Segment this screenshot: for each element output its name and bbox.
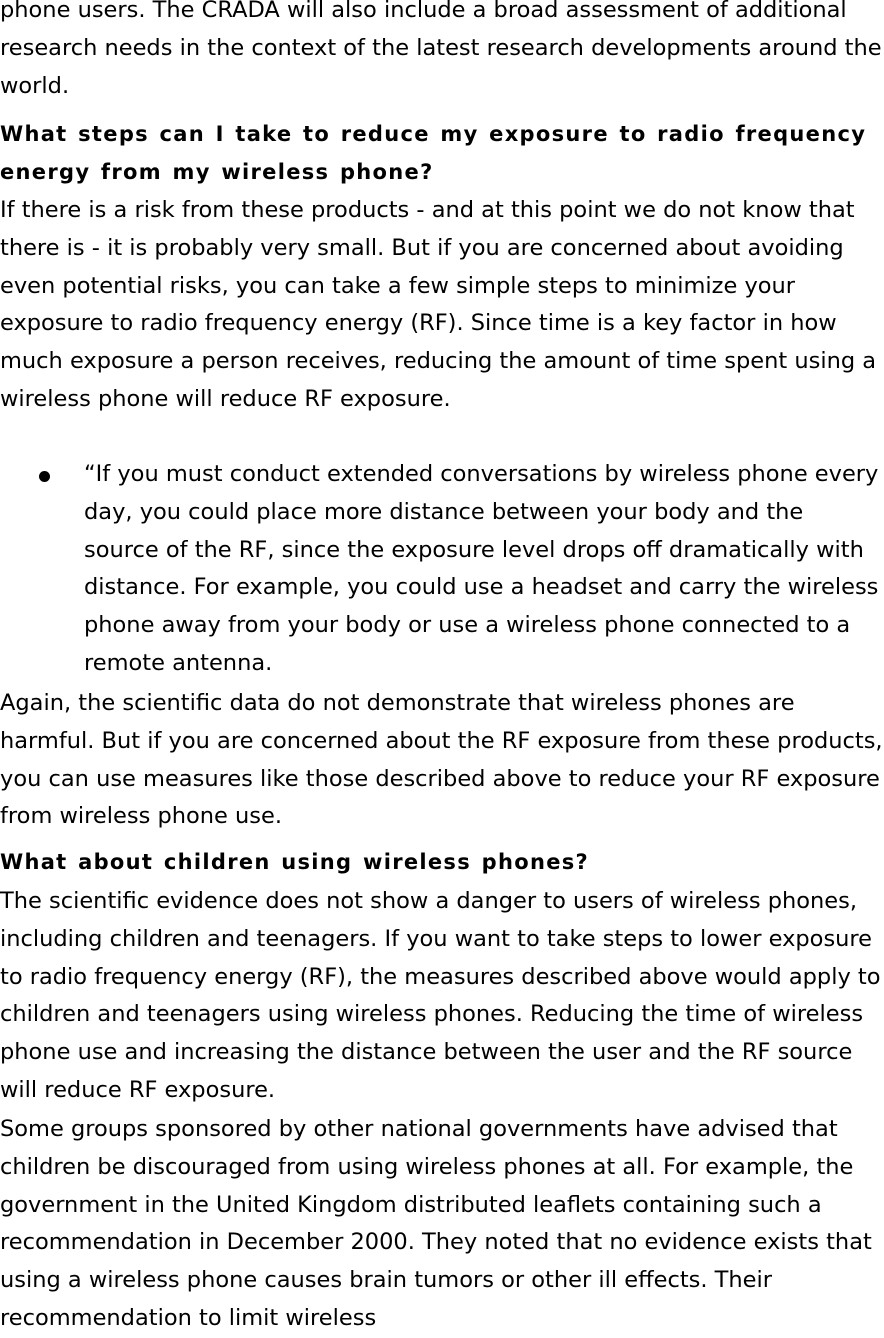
again-paragraph: Again, the scientific data do not demonstrate that wireless phones are harmful. But if you are concerned about the RF exposure from these products, you can use measures like those described above to reduce your RF exposure from wireless phone use. bbox=[0, 690, 883, 830]
bullet-icon bbox=[39, 471, 50, 482]
bullet-item-text: “If you must conduct extended conversations by wireless phone every day, you could place more distance between your body and the source of the RF, since the exposure level drops off dramatically with distance. For example, you could use a headset and carry the wireless phone away from your body or use a wireless phone connected to a remote antenna. bbox=[84, 461, 879, 676]
question-heading-children: What about children using wireless phones? bbox=[0, 850, 590, 874]
intro-paragraph: phone users. The CRADA will also include a broad assessment of additional research needs in the context of the latest research developments around the world. bbox=[0, 0, 882, 99]
question-heading-reduce-exposure: What steps can I take to reduce my exposure to radio frequency energy from my wireless phone? bbox=[0, 122, 867, 184]
answer-paragraph-children: The scientific evidence does not show a danger to users of wireless phones, including children and teenagers. If you want to take steps to lower exposure to radio frequency energy (RF), the measures described above would apply to children and teenagers using wireless phones. Reducing the time of wireless phone use and increasing the distance between the user and the RF source will reduce RF exposure. bbox=[0, 888, 881, 1103]
groups-paragraph: Some groups sponsored by other national governments have advised that children be discouraged from using wireless phones at all. For example, the government in the United Kingdom distributed leaflets containing such a recommendation in December 2000. They noted that no evidence exists that using a wireless phone causes brain tumors or other ill effects. Their recommendation to limit wireless bbox=[0, 1116, 872, 1331]
answer-paragraph-reduce-exposure: If there is a risk from these products - and at this point we do not know that there is - it is probably very small. But if you are concerned about avoiding even potential risks, you can take a few simple steps to minimize your exposure to radio frequency energy (RF). Since time is a key factor in how much exposure a person receives, reducing the amount of time spent using a wireless phone will reduce RF exposure. bbox=[0, 197, 877, 412]
